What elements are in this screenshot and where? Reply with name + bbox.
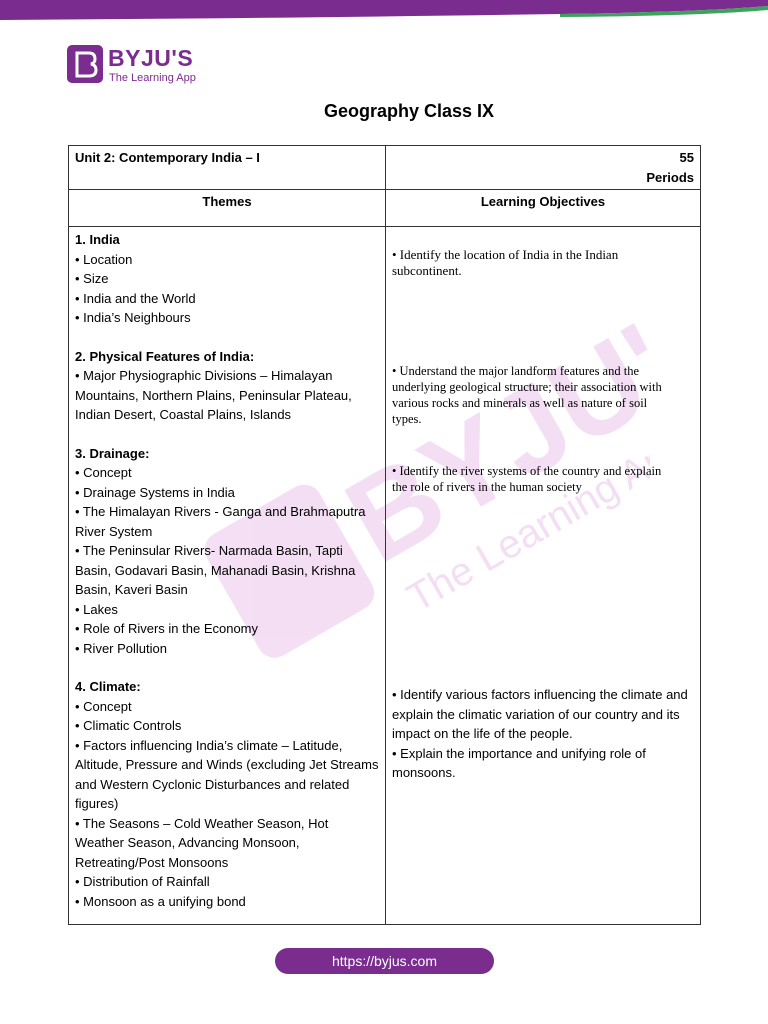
theme-item: • River Pollution bbox=[75, 640, 167, 656]
col-header-themes: Themes bbox=[69, 190, 386, 227]
theme-item: • Concept bbox=[75, 698, 132, 714]
theme-title: 3. Drainage: bbox=[75, 445, 150, 461]
col-header-objectives: Learning Objectives bbox=[386, 190, 701, 227]
theme-item: • Size bbox=[75, 271, 109, 286]
periods-cell bbox=[386, 146, 701, 190]
top-banner bbox=[0, 0, 768, 22]
objective-line: • Identify the location of India in the Indian bbox=[392, 247, 619, 262]
theme-item: • Concept bbox=[75, 465, 132, 480]
logo-tagline: The Learning App bbox=[109, 72, 196, 84]
theme-title: 1. India bbox=[75, 232, 120, 247]
theme-item: • Climatic Controls bbox=[75, 718, 182, 733]
theme-title: 2. Physical Features of India: bbox=[75, 348, 255, 364]
theme-item: • Location bbox=[75, 251, 133, 267]
objective-line: • Identify the river systems of the country and explain bbox=[392, 464, 662, 478]
objective-line: underlying geological structure; their association with bbox=[392, 380, 662, 394]
periods-number: 55 bbox=[679, 150, 694, 165]
theme-item: • Distribution of Rainfall bbox=[75, 874, 210, 889]
byjus-logo[interactable] bbox=[67, 45, 207, 87]
theme-item: • The Seasons – Cold Weather Season, Hot Weather Season, Advancing Monsoon, Retreating/Post Monsoons bbox=[75, 815, 329, 870]
objective-line: • Understand the major landform features and the bbox=[392, 364, 639, 378]
logo-text: BYJU'S bbox=[108, 45, 194, 71]
objective-block bbox=[392, 463, 698, 495]
theme-section bbox=[75, 677, 379, 911]
objective-block bbox=[392, 247, 694, 279]
content-row bbox=[69, 227, 701, 925]
theme-section bbox=[75, 347, 379, 425]
theme-title: 4. Climate: bbox=[75, 679, 141, 694]
themes-cell bbox=[69, 227, 386, 925]
objective-line: • Identify various factors influencing the climate and explain the climatic variation of our country and its impact on the life of the people. bbox=[392, 687, 688, 741]
theme-item: • Monsoon as a unifying bond bbox=[75, 893, 246, 909]
theme-item: • The Himalayan Rivers - Ganga and Brahmaputra River System bbox=[75, 504, 366, 539]
objective-block bbox=[392, 685, 694, 783]
objective-line: subcontinent. bbox=[392, 263, 462, 278]
objective-block bbox=[392, 363, 698, 427]
objective-line: • Explain the importance and unifying role of monsoons. bbox=[392, 745, 646, 780]
theme-item: • The Peninsular Rivers- Narmada Basin, Tapti Basin, Godavari Basin, Mahanadi Basin, Krishna Basin, Kaveri Basin bbox=[75, 543, 356, 597]
unit-label: Unit 2: Contemporary India – I bbox=[69, 146, 386, 190]
watermark-tagline: The Learning App bbox=[399, 424, 650, 621]
theme-item: • Drainage Systems in India bbox=[75, 484, 235, 500]
theme-item: • Factors influencing India’s climate – Latitude, Altitude, Pressure and Winds (excluding Jet Streams and Western Cyclonic Disturbances and related figures) bbox=[75, 737, 379, 811]
theme-item: • India’s Neighbours bbox=[75, 310, 191, 325]
unit-row bbox=[69, 146, 701, 190]
footer-url-link[interactable]: https://byjus.com bbox=[275, 948, 494, 974]
theme-item: • Major Physiographic Divisions – Himalayan Mountains, Northern Plains, Peninsular Plateau, Indian Desert, Coastal Plains, Islands bbox=[75, 368, 352, 422]
syllabus-table bbox=[68, 145, 701, 925]
objective-line: types. bbox=[392, 412, 422, 426]
periods-label: Periods bbox=[646, 169, 694, 185]
watermark-text: BYJU'S bbox=[324, 300, 650, 589]
objective-line: the role of rivers in the human society bbox=[392, 480, 582, 494]
theme-item: • Lakes bbox=[75, 601, 118, 617]
theme-section bbox=[75, 230, 379, 328]
objectives-cell bbox=[386, 227, 701, 925]
theme-item: • Role of Rivers in the Economy bbox=[75, 621, 259, 636]
objective-line: various rocks and minerals as well as nature of soil bbox=[392, 396, 648, 410]
theme-section bbox=[75, 444, 379, 659]
header-row bbox=[69, 190, 701, 227]
page-title: Geography Class IX bbox=[323, 101, 495, 121]
logo-icon bbox=[67, 45, 103, 83]
theme-item: • India and the World bbox=[75, 290, 196, 306]
